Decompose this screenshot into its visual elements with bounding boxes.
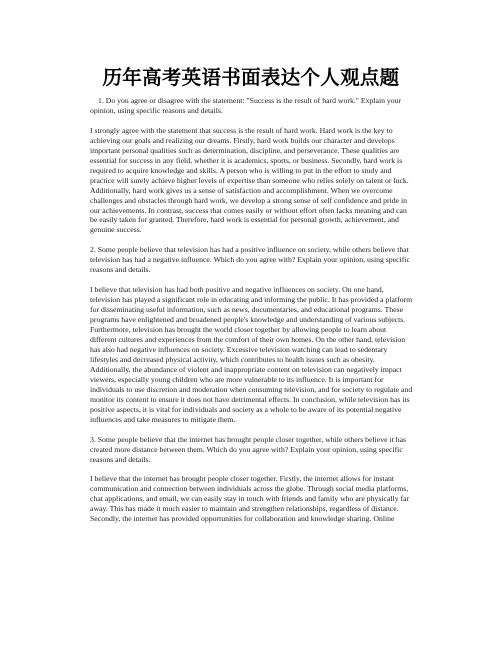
document-body [90, 96, 414, 524]
paragraph-gap [90, 116, 414, 126]
answer-3: I believe that the internet has brought people closer together. Firstly, the internet allows for instant communication and connection between individuals across the globe. Through social media platforms, chat applications, and email, we can easily stay in touch with friends and family who are physically far away. This has made it much easier to maintain and strengthen relationships, regardless of distance. Secondly, the internet has provided opportunities for collaboration and knowledge sharing. Online [90, 474, 410, 524]
question-2: 2. Some people believe that television has had a positive influence on society, while others believe that television has had a negative influence. Which do you agree with? Explain your opinion, using specific reasons and details. [90, 245, 410, 275]
answer-2: I believe that television has had both positive and negative influences on society. On one hand, television has played a significant role in educating and informing the public. It has provided a platform for disseminating useful information, such as news, documentaries, and educational programs. These programs have enlightened and broadened people's knowledge and understanding of various subjects. Furthermore, television has brought the world closer together by allowing people to learn about different cultures and experiences from the comfort of their own homes. On the other hand, television has also had negative influences on society. Excessive television watching can lead to sedentary lifestyles and decreased physical activity, which contributes to health issues such as obesity. Additionally, the abundance of violent and inappropriate content on television can negatively impact viewers, especially young children who are more vulnerable to its influence. It is important for individuals to use discretion and moderation when consuming television, and for society to regulate and monitor its content to ensure it does not have detrimental effects. In conclusion, while television has its positive aspects, it is vital for individuals and society as a whole to be aware of its potential negative influences and take measures to mitigate them. [90, 285, 413, 424]
question-3: 3. Some people believe that the internet has brought people closer together, while others believe it has created more distance between them. Which do you agree with? Explain your opinion, using specific reasons and details. [90, 434, 407, 464]
answer-1: I strongly agree with the statement that success is the result of hard work. Hard work is the key to achieving our goals and realizing our dreams. Firstly, hard work builds our character and develops important personal qualities such as determination, discipline, and perseverance. These qualities are essential for success in any field, whether it is academics, sports, or business. Secondly, hard work is required to acquire knowledge and skills. A person who is willing to put in the effort to study and practice will surely achieve higher levels of expertise than someone who relies solely on talent or luck. Additionally, hard work gives us a sense of satisfaction and accomplishment. When we overcome challenges and obstacles through hard work, we develop a strong sense of self confidence and pride in our achievements. In contrast, success that comes easily or without effort often lacks meaning and can be easily taken for granted. Therefore, hard work is essential for personal growth, achievement, and genuine success. [90, 125, 409, 235]
paragraph-gap [90, 275, 414, 285]
paragraph-gap [90, 235, 414, 245]
paragraph-gap [90, 464, 414, 474]
paragraph-gap [90, 425, 414, 435]
document-title: 历年高考英语书面表达个人观点题 [102, 66, 400, 89]
question-1: 1. Do you agree or disagree with the statement: "Success is the result of hard work." Explain your opinion, using specific reasons and details. [90, 96, 402, 115]
